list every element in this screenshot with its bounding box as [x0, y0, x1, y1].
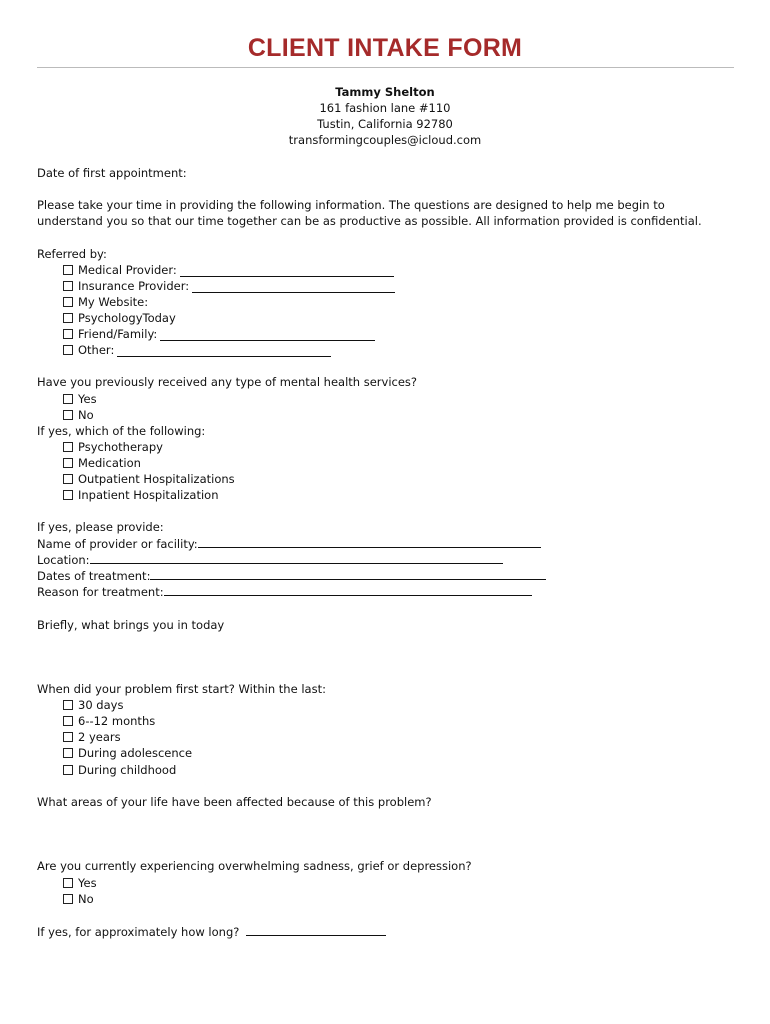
- option-label: Outpatient Hospitalizations: [78, 472, 235, 486]
- checkbox-icon[interactable]: [63, 265, 73, 275]
- option-label: 2 years: [78, 730, 121, 744]
- provider-name-label: Name of provider or facility:: [37, 537, 198, 551]
- checkbox-icon[interactable]: [63, 313, 73, 323]
- service-type-outpatient[interactable]: [63, 471, 235, 487]
- treatment-dates-row: [37, 567, 546, 584]
- prior-services-question: Have you previously received any type of mental health services?: [37, 375, 418, 389]
- practitioner-address-line1: 161 fashion lane #110: [319, 101, 451, 115]
- location-label: Location:: [37, 553, 90, 567]
- checkbox-icon[interactable]: [63, 442, 73, 452]
- other-field[interactable]: [117, 344, 331, 357]
- treatment-dates-label: Dates of treatment:: [37, 569, 151, 583]
- checkbox-icon[interactable]: [63, 474, 73, 484]
- prior-services-followup: If yes, which of the following:: [37, 424, 206, 438]
- option-label: My Website:: [78, 295, 149, 309]
- practitioner-name: Tammy Shelton: [335, 85, 435, 99]
- checkbox-icon[interactable]: [63, 410, 73, 420]
- first-appointment-label: Date of first appointment:: [37, 166, 187, 180]
- referred-option-website[interactable]: [63, 294, 148, 310]
- option-label: Friend/Family:: [78, 327, 158, 341]
- friend-family-field[interactable]: [160, 328, 375, 341]
- option-label: Other:: [78, 343, 115, 357]
- sadness-question: Are you currently experiencing overwhelming sadness, grief or depression?: [37, 859, 472, 873]
- how-long-field[interactable]: [246, 923, 386, 936]
- medical-provider-field[interactable]: [180, 264, 394, 277]
- referred-option-insurance[interactable]: [63, 278, 395, 294]
- option-label: During adolescence: [78, 746, 193, 760]
- option-label: Psychotherapy: [78, 440, 163, 454]
- referred-option-medical[interactable]: [63, 262, 394, 278]
- option-label: PsychologyToday: [78, 311, 176, 325]
- option-label: Insurance Provider:: [78, 279, 190, 293]
- checkbox-icon[interactable]: [63, 394, 73, 404]
- prior-services-yes[interactable]: [63, 391, 97, 407]
- checkbox-icon[interactable]: [63, 281, 73, 291]
- location-field[interactable]: [90, 551, 503, 564]
- sadness-no[interactable]: [63, 891, 94, 907]
- treatment-reason-row: [37, 583, 532, 600]
- service-type-psychotherapy[interactable]: [63, 439, 163, 455]
- provider-name-field[interactable]: [198, 535, 541, 548]
- problem-start-30-days[interactable]: [63, 697, 123, 713]
- treatment-reason-label: Reason for treatment:: [37, 585, 164, 599]
- provider-info-label: If yes, please provide:: [37, 520, 164, 534]
- option-label: Inpatient Hospitalization: [78, 488, 219, 502]
- option-label: 30 days: [78, 698, 124, 712]
- referred-option-friend-family[interactable]: [63, 326, 375, 342]
- location-row: [37, 551, 503, 568]
- problem-start-question: When did your problem first start? Within the last:: [37, 682, 326, 696]
- checkbox-icon[interactable]: [63, 458, 73, 468]
- problem-start-childhood[interactable]: [63, 762, 176, 778]
- checkbox-icon[interactable]: [63, 765, 73, 775]
- checkbox-icon[interactable]: [63, 490, 73, 500]
- form-title: CLIENT INTAKE FORM: [247, 34, 523, 62]
- insurance-provider-field[interactable]: [192, 280, 395, 293]
- problem-start-6-12-months[interactable]: [63, 713, 155, 729]
- option-label: 6--12 months: [78, 714, 156, 728]
- treatment-reason-field[interactable]: [164, 583, 532, 596]
- brings-you-question: Briefly, what brings you in today: [37, 618, 225, 632]
- provider-name-row: [37, 535, 541, 552]
- service-type-medication[interactable]: [63, 455, 141, 471]
- treatment-dates-field[interactable]: [150, 567, 546, 580]
- practitioner-email: transformingcouples@icloud.com: [288, 133, 482, 147]
- problem-start-adolescence[interactable]: [63, 745, 192, 761]
- option-label: During childhood: [78, 763, 177, 777]
- option-label: Yes: [78, 392, 97, 406]
- how-long-row: [37, 923, 386, 940]
- title-divider: [37, 67, 734, 68]
- areas-affected-question: What areas of your life have been affected because of this problem?: [37, 795, 432, 809]
- referred-option-psychologytoday[interactable]: [63, 310, 176, 326]
- option-label: Yes: [78, 876, 97, 890]
- option-label: Medication: [78, 456, 141, 470]
- checkbox-icon[interactable]: [63, 297, 73, 307]
- checkbox-icon[interactable]: [63, 878, 73, 888]
- option-label: Medical Provider:: [78, 263, 177, 277]
- checkbox-icon[interactable]: [63, 700, 73, 710]
- checkbox-icon[interactable]: [63, 894, 73, 904]
- how-long-label: If yes, for approximately how long?: [37, 925, 240, 939]
- service-type-inpatient[interactable]: [63, 487, 219, 503]
- checkbox-icon[interactable]: [63, 748, 73, 758]
- practitioner-address-line2: Tustin, California 92780: [317, 117, 453, 131]
- checkbox-icon[interactable]: [63, 329, 73, 339]
- prior-services-no[interactable]: [63, 407, 94, 423]
- intro-text-line2: understand you so that our time together can be as productive as possible. All information provided is confidential.: [37, 214, 702, 228]
- intro-text-line1: Please take your time in providing the following information. The questions are designed to help me begin to: [37, 198, 665, 212]
- problem-start-2-years[interactable]: [63, 729, 121, 745]
- option-label: No: [78, 408, 94, 422]
- sadness-yes[interactable]: [63, 875, 97, 891]
- referred-option-other[interactable]: [63, 342, 331, 358]
- referred-by-label: Referred by:: [37, 247, 107, 261]
- checkbox-icon[interactable]: [63, 716, 73, 726]
- checkbox-icon[interactable]: [63, 345, 73, 355]
- checkbox-icon[interactable]: [63, 732, 73, 742]
- option-label: No: [78, 892, 94, 906]
